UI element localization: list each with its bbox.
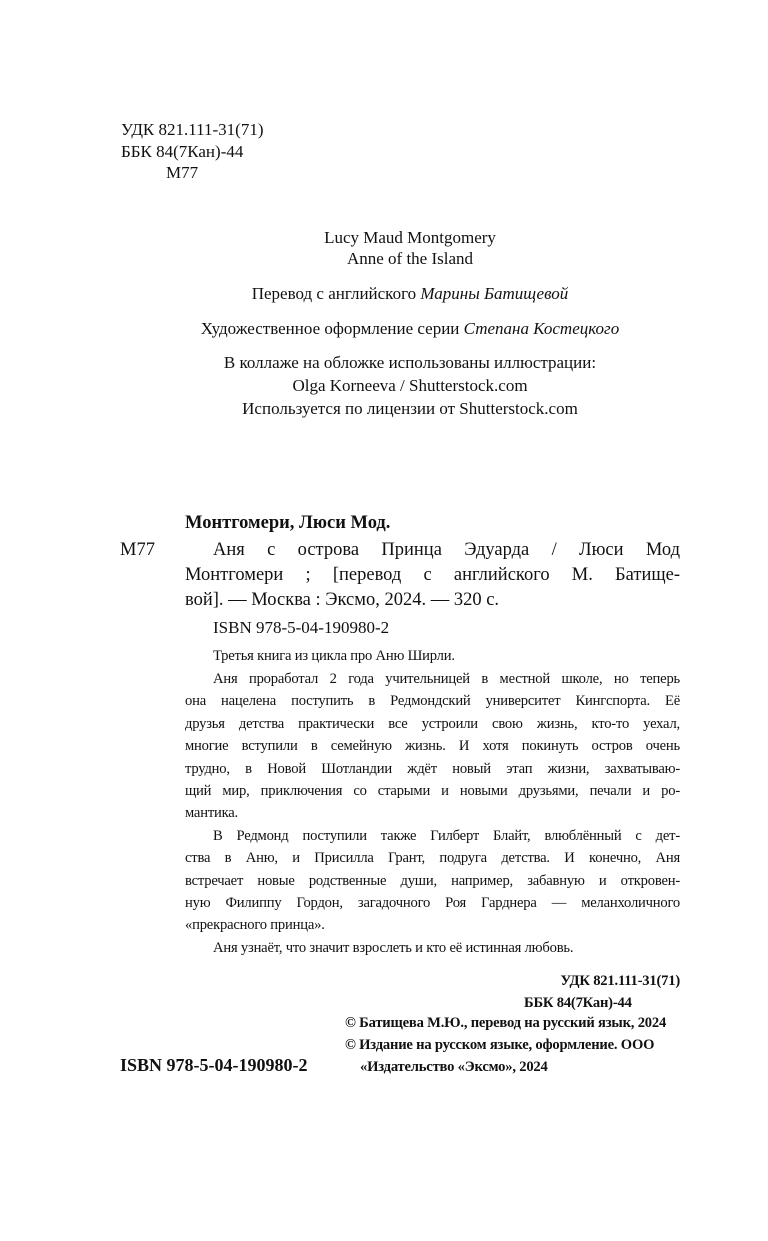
footer-isbn: ISBN 978-5-04-190980-2 (120, 1055, 308, 1075)
abstract-line: многие вступили в семейную жизнь. И хотя покинуть остров очень (185, 738, 680, 755)
translator-name: Марины Батищевой (420, 284, 569, 303)
author-mark: М77 (166, 163, 199, 182)
catalog-mark: М77 (120, 540, 155, 560)
abstract-line: щий мир, приключения со старыми и новыми друзьями, печали и ро- (185, 783, 680, 799)
abstract-line: она нацелена поступить в Редмондский университет Кингспорта. Её (185, 693, 680, 710)
abstract-line: трудно, в Новой Шотландии ждёт новый этап жизни, захватываю- (185, 760, 680, 777)
translation-prefix: Перевод с английского (251, 284, 417, 303)
footer-bbk: ББК 84(7Кан)-44 (524, 995, 632, 1011)
designer-name: Степана Костецкого (463, 319, 620, 338)
footer-udk: УДК 821.111-31(71) (560, 973, 680, 989)
abstract-line: «прекрасного принца». (185, 917, 325, 934)
title-original: Anne of the Island (346, 249, 474, 268)
copyright-edition: © Издание на русском языке, оформление. ООО (345, 1037, 655, 1053)
illustration-credit: Olga Korneeva / Shutterstock.com (292, 376, 528, 395)
catalog-line: Монтгомери ; [перевод с английского М. Батище- (185, 565, 680, 585)
abstract-line: В Редмонд поступили также Гилберт Блайт, влюблённый с дет- (213, 827, 680, 844)
abstract-line: Аня проработал 2 года учительницей в местной школе, но теперь (213, 671, 680, 687)
udk-code: УДК 821.111-31(71) (121, 120, 264, 139)
catalog-line: вой]. — Москва : Эксмо, 2024. — 320 с. (185, 590, 500, 610)
abstract-line: Третья книга из цикла про Аню Ширли. (213, 648, 455, 664)
design-credit (0, 320, 768, 337)
abstract-line: мантика. (185, 805, 239, 822)
abstract-line: встречает новые родственные души, например, забавную и откровен- (185, 872, 680, 889)
copyright-translation: © Батищева М.Ю., перевод на русский язык, 2024 (345, 1015, 667, 1031)
collage-line: В коллаже на обложке использованы иллюстрации: (223, 353, 597, 372)
catalog-isbn: ISBN 978-5-04-190980-2 (213, 618, 390, 637)
design-prefix: Художественное оформление серии (200, 319, 460, 338)
abstract-line: Аня узнаёт, что значит взрослеть и кто её истинная любовь. (213, 939, 574, 956)
translation-credit (0, 285, 768, 302)
catalog-heading: Монтгомери, Люси Мод. (185, 513, 391, 533)
catalog-line: Аня с острова Принца Эдуарда / Люси Мод (213, 540, 680, 560)
author-original: Lucy Maud Montgomery (324, 228, 496, 247)
bbk-code: ББК 84(7Кан)-44 (121, 142, 244, 161)
copyright-publisher: «Издательство «Эксмо», 2024 (360, 1059, 548, 1075)
abstract-line: друзья детства практически все устроили свою жизнь, кто-то уехал, (185, 715, 680, 732)
abstract-line: ства в Аню, и Присилла Грант, подруга детства. И конечно, Аня (185, 850, 680, 867)
abstract-line: ную Филиппу Гордон, загадочного Роя Гарднера — меланхоличного (185, 895, 680, 911)
license-line: Используется по лицензии от Shutterstock.com (242, 399, 578, 418)
